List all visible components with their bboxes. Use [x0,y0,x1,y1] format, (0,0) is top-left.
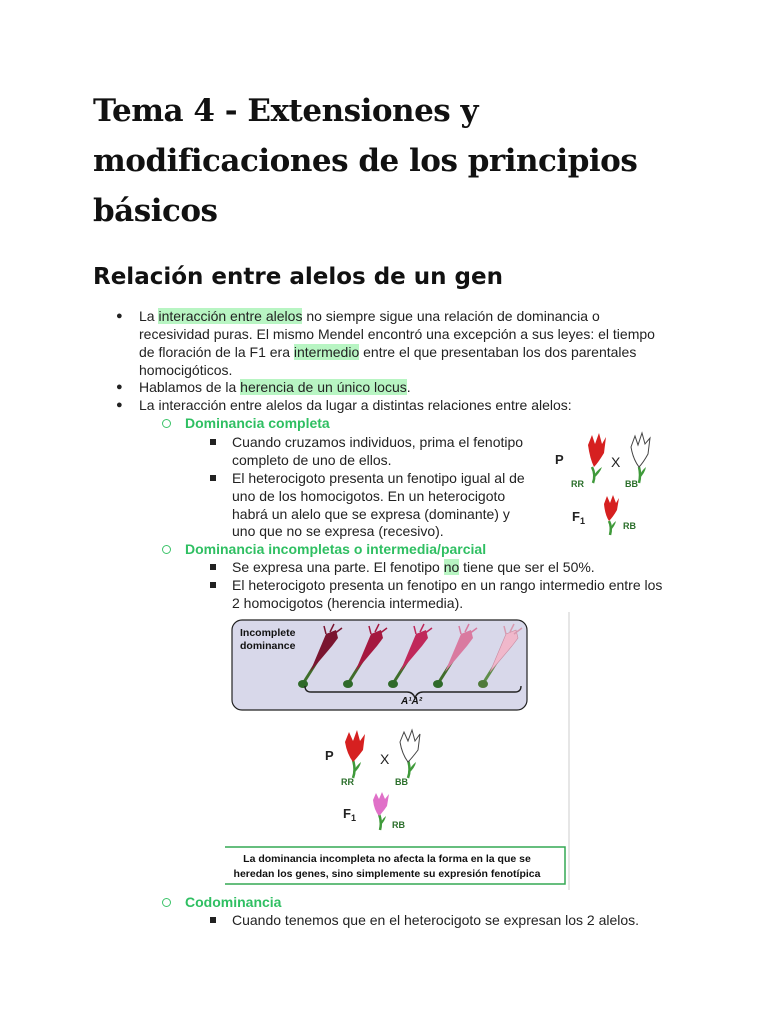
item-text: El heterocigoto presenta un fenotipo en un rango intermedio entre los [232,577,663,593]
square-bullet [210,439,216,445]
item-text: El heterocigoto presenta un fenotipo igual al de [232,470,525,486]
white-flower-icon [631,433,650,483]
bullet-dot: ● [116,399,123,411]
circle-bullet [162,898,171,907]
bb-label: BB [625,479,638,489]
bullet-1-line-3: de floración de la F1 era intermedio entre el que presentaban los dos parentales [139,344,637,360]
bullet-1-line-4: homocigóticos. [139,362,233,378]
highlight: herencia de un único locus [240,379,407,395]
square-bullet [210,582,216,588]
rb-label: RB [392,820,405,830]
pink-flower-icon [373,792,389,830]
item-text: Cuando cruzamos individuos, prima el fenotipo [232,434,524,450]
p-label: P [325,748,334,763]
subsection-title-dominancia-incompleta: Dominancia incompletas o intermedia/parcial [185,541,487,557]
square-bullet [210,564,216,570]
cross-label: X [380,751,390,767]
item-text: habrá un alelo que se expresa (dominante) y [232,506,510,522]
f1-label: $F_1$ [343,806,356,823]
subsection-title-dominancia-completa: Dominancia completa [185,415,330,431]
bullet-dot: ● [116,310,123,322]
item-text: uno que no se expresa (recesivo). [232,523,444,539]
subsection-title-codominancia: Codominancia [185,894,282,910]
rr-label: RR [341,777,354,787]
bullet-1-line-2: recesividad puras. El mismo Mendel encontró una excepción a sus leyes: el tiempo [139,326,655,342]
box-title-1: Incomplete [240,627,296,639]
circle-bullet [162,419,171,428]
rr-label: RR [571,479,584,489]
item-text: uno de los homocigotos. En un heterocigoto [232,488,506,504]
bullet-dot: ● [116,381,123,393]
complete-dominance-figure [545,425,675,540]
f1-label: $F_1$ [572,509,585,526]
circle-bullet [162,545,171,554]
genotype-label: A¹A² [401,696,423,707]
box-title-2: dominance [240,640,296,652]
bullet-2-line-1: Hablamos de la herencia de un único locus. [139,379,411,395]
red-flower-icon [588,433,606,483]
p-label: P [555,452,564,467]
item-text: Se expresa una parte. El fenotipo no tiene que ser el 50%. [232,559,595,575]
square-bullet [210,917,216,923]
item-text: Cuando tenemos que en el heterocigoto se expresan los 2 alelos. [232,912,640,928]
bb-label: BB [395,777,408,787]
caption-line-1: La dominancia incompleta no afecta la forma en la que se [243,853,531,865]
highlight: interacción entre alelos [158,308,303,324]
title-line-1: Tema 4 - Extensiones y [93,93,479,129]
title-line-3: básicos [93,193,218,229]
title-line-2: modificaciones de los principios [93,143,638,179]
highlight: no [443,559,460,575]
bullet-1-line-1: La interacción entre alelos no siempre sigue una relación de dominancia o [139,308,600,324]
page-title [93,86,693,236]
highlight: intermedio [293,344,360,360]
square-bullet [210,475,216,481]
caption-line-2: heredan los genes, sino simplemente su expresión fenotípica [233,868,541,880]
red-flower-icon [345,730,365,778]
white-flower-icon [400,730,420,778]
cross-label: X [611,454,621,470]
incomplete-dominance-figure [225,612,575,890]
item-text: 2 homocigotos (herencia intermedia). [232,595,464,611]
bullet-3-line-1: La interacción entre alelos da lugar a distintas relaciones entre alelos: [139,397,572,413]
item-text: completo de uno de ellos. [232,452,392,468]
section-heading: Relación entre alelos de un gen [93,264,503,290]
red-flower-icon [604,495,619,535]
rb-label: RB [623,521,636,531]
